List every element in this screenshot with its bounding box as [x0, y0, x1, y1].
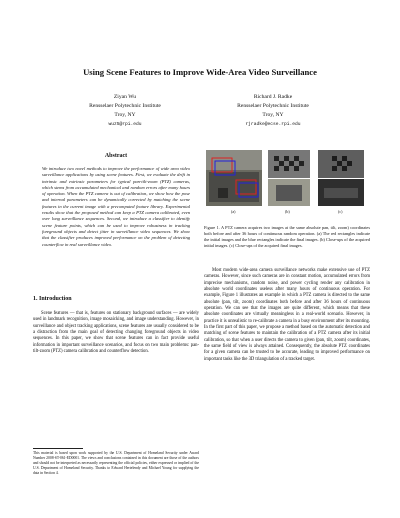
figure-1a-image: [206, 150, 262, 206]
body-paragraph: Most modern wide-area camera surveillance networks make extensive use of PTZ cameras. However, since such cameras are in constant motion, accumulated errors from imprecise mechanisms, random noise, and power cycling render any calibration in absolute world coordinates useless after many hours of continuous operation. For example, Figure 1 illustrates an example in which a PTZ camera is directed to the same absolute (pan, tilt, zoom) coordinates both before and after 36 hours of continuous operation. We can see that the images are quite different, which means that these absolute coordinates are virtually meaningless in a real-world scenario. However, in practice it is unrealistic to re-calibrate a camera in a busy environment after its mounting. In the first part of this paper, we propose a method based on the automatic detection and matching of scene features to maintain the calibration of a PTZ camera after its initial calibration, so that when a user directs the camera to given (pan, tilt, zoom) coordinates, the same field of view is always attained. Consequently, the absolute PTZ coordinates for a given camera can be trusted to be accurate, leading to improved performance on important tasks like the 3D triangulation of a tracked target.: [204, 268, 370, 362]
abstract-heading: Abstract: [104, 153, 128, 159]
figure-caption: Figure 1. A PTZ camera acquires two images at the same absolute pan, tilt, zoom) coordinates both before and after 36 hours of continuous random operation. (a) The red rectangles indicate the initial images and the blue rectangles indicate the final images. (b) Close-ups of the acquired initial images. (c) Close-ups of the acquired final images.: [204, 225, 370, 249]
author-affiliation: Rensselaer Polytechnic Institute: [237, 103, 309, 109]
author-block-1: [45, 93, 205, 129]
intro-paragraph: Scene features — that is, features on stationary background surfaces — are widely used in landmark recognition, image mosaicking, and image understanding. However, in surveillance and object tracking applications, scene features are usually considered to be a distraction from the main goal of detecting changing foreground objects in video sequences. In this paper, we show that scene features can in fact provide useful information in important surveillance scenarios, and focus on two main problems: pan-tilt-zoom (PTZ) camera calibration and counterflow detection.: [33, 311, 199, 355]
author-email: wuz5@rpi.edu: [108, 122, 142, 127]
figure-label-c: (c): [338, 209, 343, 214]
figure-1b-image: [268, 150, 310, 206]
author-name: Ziyan Wu: [113, 94, 137, 100]
author-affiliation: Rensselaer Polytechnic Institute: [89, 103, 161, 109]
paper-title: Using Scene Features to Improve Wide-Area Video Surveillance: [83, 67, 317, 77]
author-location: Troy, NY: [262, 112, 284, 118]
intro-heading: 1. Introduction: [33, 296, 72, 302]
figure-1c-image: [318, 150, 364, 206]
footnote: This material is based upon work supported by the U.S. Department of Homeland Security under Award Number 2008-ST-061-ED0001. The views and conclusions contained in this document are those of the authors and should not be interpreted as necessarily representing the official policies, either expressed or implied of the U.S. Department of Homeland Security. Thanks to Edward Hertelendy and Michael Young for supplying the data in Section 4.: [33, 451, 199, 475]
footnote-rule: [33, 448, 83, 449]
author-block-2: [193, 93, 353, 129]
figure-1: [206, 150, 368, 216]
figure-label-a: (a): [231, 209, 236, 214]
abstract-text: We introduce two novel methods to improve the performance of wide area video surveillance applications by using scene features. First, we evaluate the drift in intrinsic and extrinsic parameters for typical pan-tilt-zoom (PTZ) cameras, which stems from accumulated mechanical and random errors after many hours of operation. When the PTZ camera is out of calibration, we show how the pose and internal parameters can be dynamically corrected by matching the scene features in the current image with a precomputed feature library. Experimental results show that the proposed method can keep a PTZ camera calibrated, even over long surveillance sequences. Second, we introduce a classifier to identify scene feature points, which can be used to improve robustness in tracking foreground objects and detect jitter in surveillance video sequences. We show that the classifier produces improved performance on the problem of detecting counterflow in real surveillance video.: [42, 166, 190, 247]
right-column-body: [204, 268, 370, 363]
author-name: Richard J. Radke: [253, 94, 293, 100]
author-location: Troy, NY: [114, 112, 136, 118]
figure-label-b: (b): [285, 209, 290, 214]
intro-section: [33, 311, 199, 355]
author-email: rjradke@ecse.rpi.edu: [245, 122, 301, 127]
